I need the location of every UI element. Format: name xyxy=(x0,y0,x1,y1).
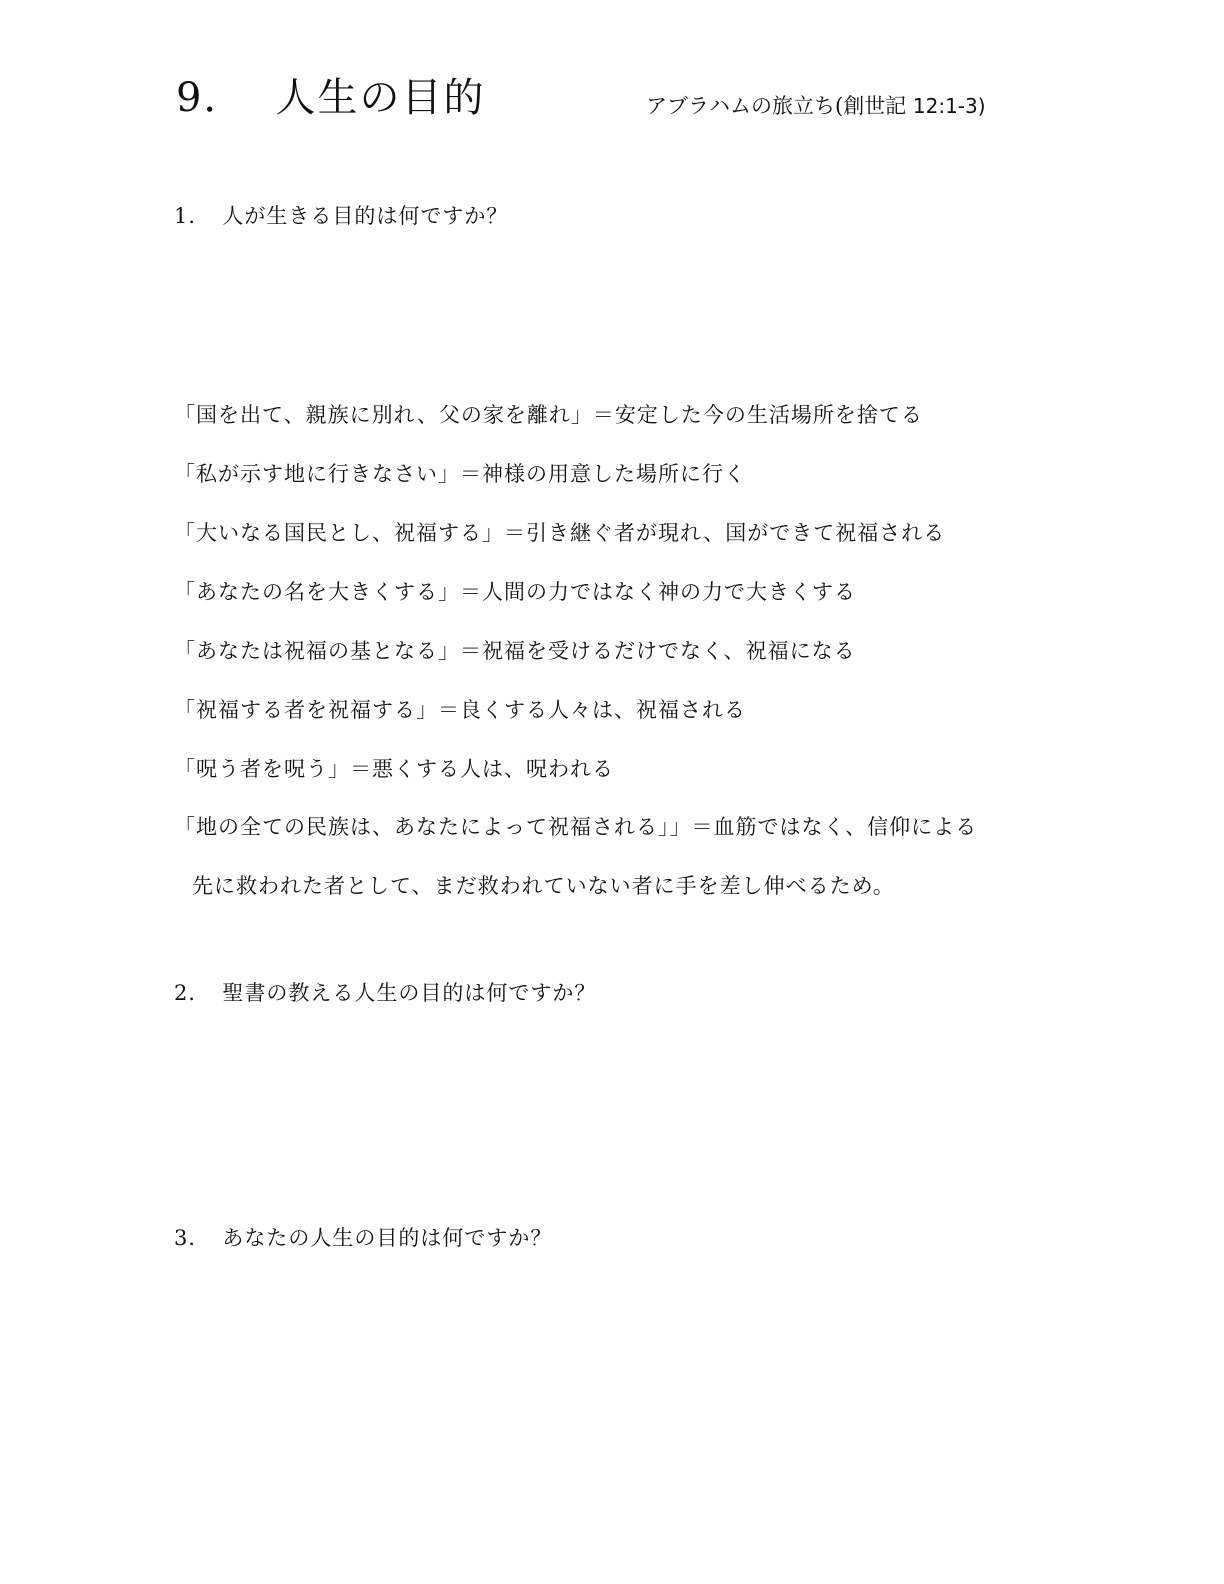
question-text: 人が生きる目的は何ですか？ xyxy=(222,204,509,228)
verse-line: 「私が示す地に行きなさい」＝神様の用意した場所に行く xyxy=(174,462,746,486)
verse-line: 「あなたは祝福の基となる」＝祝福を受けるだけでなく、祝福になる xyxy=(174,639,856,663)
subtitle-text: アブラハムの旅立ち(創世記 xyxy=(646,94,907,118)
scripture-subtitle xyxy=(646,96,986,117)
question-number: 3． xyxy=(174,1226,211,1250)
verse-line: 「地の全ての民族は、あなたによって祝福される」」＝血筋ではなく、信仰による xyxy=(174,815,978,839)
question-text: 聖書の教える人生の目的は何ですか？ xyxy=(222,981,597,1005)
verse-line: 「あなたの名を大きくする」＝人間の力ではなく神の力で大きくする xyxy=(174,580,856,604)
verse-line: 「祝福する者を祝福する」＝良くする人々は、祝福される xyxy=(174,698,746,722)
question-text: あなたの人生の目的は何ですか？ xyxy=(222,1226,553,1250)
lesson-number: 9． xyxy=(176,75,246,121)
question-3 xyxy=(174,1228,552,1249)
page-title xyxy=(176,75,486,121)
subtitle-reference: 12:1-3) xyxy=(912,94,986,118)
question-number: 2． xyxy=(174,981,211,1005)
question-1 xyxy=(174,206,508,227)
verse-line-continuation: 先に救われた者として、まだ救われていない者に手を差し伸べるため。 xyxy=(192,874,895,898)
question-number: 1． xyxy=(174,204,211,228)
verse-line: 「呪う者を呪う」＝悪くする人は、呪われる xyxy=(174,757,614,781)
verse-line: 「大いなる国民とし、祝福する」＝引き継ぐ者が現れ、国ができて祝福される xyxy=(174,521,946,545)
question-2 xyxy=(174,983,596,1004)
verse-line: 「国を出て、親族に別れ、父の家を離れ」＝安定した今の生活場所を捨てる xyxy=(174,403,923,427)
lesson-title: 人生の目的 xyxy=(275,75,486,121)
